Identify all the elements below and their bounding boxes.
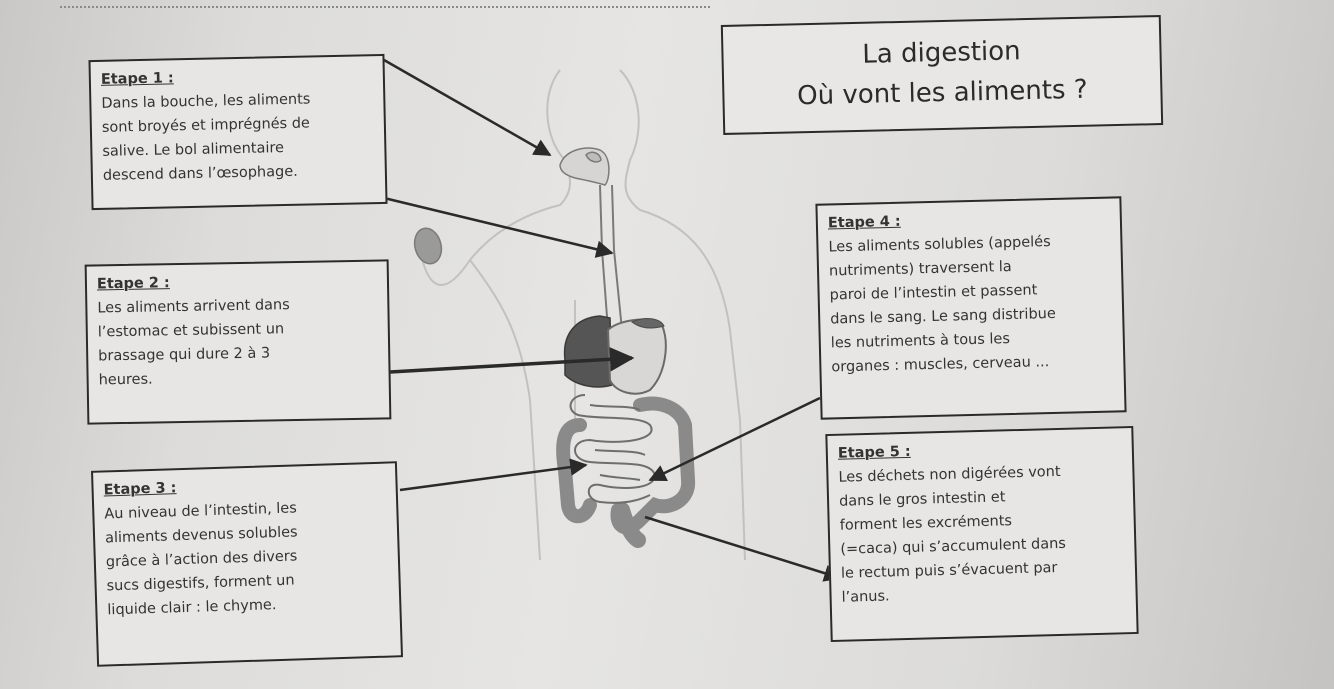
arrow-step5-rectum [645, 517, 840, 578]
rectum [622, 510, 638, 540]
step1-line1: Dans la bouche, les aliments [101, 91, 311, 112]
step4-line1: Les aliments solubles (appelés [828, 234, 1051, 256]
step2-line2: l’estomac et subissent un [97, 321, 285, 341]
step2-line1: Les aliments arrivent dans [97, 297, 290, 317]
stomach [608, 320, 666, 394]
step3-line3: grâce à l’action des divers [105, 548, 298, 571]
step4-line6: organes : muscles, cerveau ... [831, 354, 1050, 376]
step3-line4: sucs digestifs, forment un [106, 572, 295, 595]
step1-line4: descend dans l’œsophage. [102, 163, 298, 184]
body-silhouette [420, 70, 745, 560]
step5-heading: Etape 5 : [837, 443, 911, 462]
step3-line5: liquide clair : le chyme. [107, 597, 277, 619]
step5-line6: l’anus. [841, 588, 890, 606]
step4-line2: nutriments) traversent la [828, 258, 1012, 280]
step4-line3: paroi de l’intestin et passent [829, 282, 1038, 304]
step5-line3: forment les excréments [839, 513, 1013, 534]
step4-heading: Etape 4 : [827, 213, 901, 232]
step4-box [815, 196, 1126, 419]
esophagus [600, 185, 622, 330]
arrow-step3-intestine [400, 465, 586, 490]
step5-line5: le rectum puis s’évacuent par [840, 560, 1058, 582]
step3-box [91, 461, 403, 667]
step1-box [88, 54, 387, 210]
title-line2: Où vont les aliments ? [796, 74, 1088, 112]
liver [565, 316, 612, 387]
arrows [384, 60, 840, 578]
step5-line1: Les déchets non digérées vont [838, 463, 1061, 486]
step1-line3: salive. Le bol alimentaire [102, 140, 285, 160]
title-box [721, 15, 1163, 135]
hand-shape [411, 225, 445, 267]
step2-heading: Etape 2 : [96, 275, 170, 293]
mouth-pharynx [560, 148, 609, 185]
step4-line4: dans le sang. Le sang distribue [830, 305, 1057, 328]
arrow-step1-mouth [384, 60, 550, 155]
step2-line3: brassage qui dure 2 à 3 [98, 345, 271, 365]
step5-line2: dans le gros intestin et [838, 489, 1006, 510]
step3-heading: Etape 3 : [103, 480, 177, 499]
step3-line1: Au niveau de l’intestin, les [104, 500, 298, 523]
step5-box [825, 426, 1138, 642]
title-line1: La digestion [862, 36, 1021, 70]
step1-heading: Etape 1 : [100, 70, 174, 88]
step4-line5: les nutriments à tous les [830, 331, 1011, 352]
step1-line2: sont broyés et imprégnés de [101, 115, 311, 136]
step3-line2: aliments devenus solubles [104, 524, 298, 547]
step2-line4: heures. [98, 371, 153, 389]
step5-line4: (=caca) qui s’accumulent dans [840, 535, 1067, 558]
step2-box [85, 259, 392, 424]
